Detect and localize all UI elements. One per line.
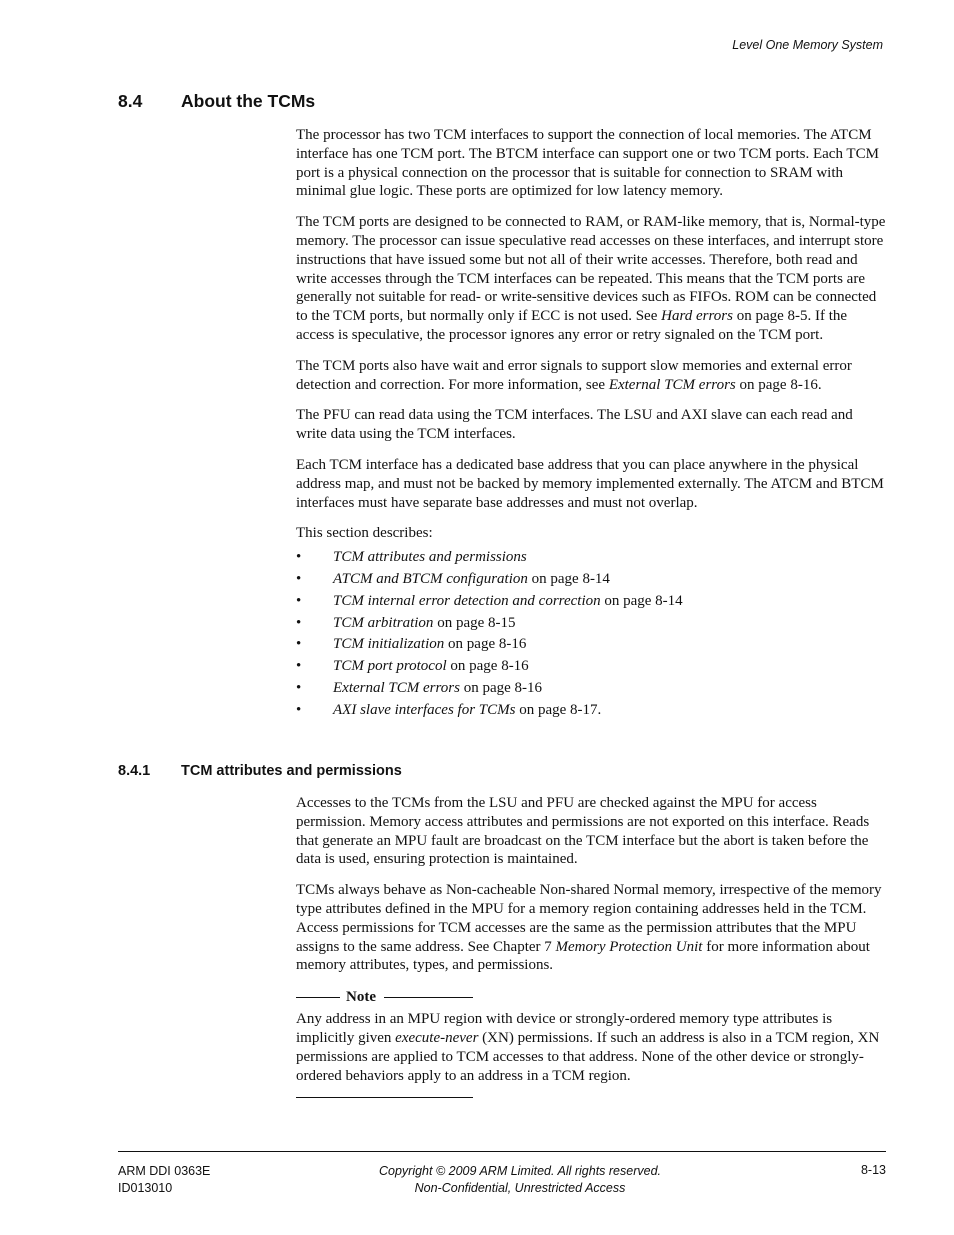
running-header: Level One Memory System — [732, 38, 883, 52]
cross-reference-link[interactable]: Memory Protection Unit — [555, 938, 703, 955]
note-text-end: (XN) permissions. If such an address is also in a TCM region, XN permissions are applied to TCM accesses to that address. None of the other device or strongly-ordered behaviors apply to an address in a TCM region. — [296, 1029, 880, 1084]
bullet-icon: • — [296, 614, 302, 631]
paragraph-6: This section describes: — [296, 525, 433, 542]
list-item — [296, 547, 886, 569]
bullet-icon: • — [296, 636, 302, 653]
footer-divider — [118, 1151, 886, 1152]
page-reference: on page 8-14 — [527, 570, 610, 587]
doc-id: ID013010 — [118, 1181, 173, 1195]
subsection-title: TCM attributes and permissions — [181, 763, 402, 779]
note-label: Note — [346, 989, 376, 1006]
list-item — [296, 700, 886, 722]
note-text-start: Any address in an MPU region with device or strongly-ordered memory type attributes is implicitly given — [296, 1011, 833, 1046]
bullet-icon: • — [296, 679, 302, 696]
cross-reference-link[interactable]: Hard errors — [661, 308, 733, 325]
footer-left — [118, 1163, 210, 1197]
page-reference: on page 8-16 — [444, 636, 527, 653]
list-item — [296, 569, 886, 591]
paragraph-2 — [296, 213, 886, 345]
note-emphasis: execute-never — [395, 1029, 479, 1046]
paragraph-4: The PFU can read data using the TCM interfaces. The LSU and AXI slave can each read and write data using the TCM interfaces. — [296, 407, 853, 443]
list-item — [296, 656, 886, 678]
copyright-notice: Copyright © 2009 ARM Limited. All rights reserved. — [378, 1164, 661, 1178]
cross-reference-link[interactable]: TCM arbitration — [333, 614, 434, 631]
paragraph-5: Each TCM interface has a dedicated base address that you can place anywhere in the physical address map, and must not be backed by memory implemented externally. The ATCM and BTCM interfaces must have separate base addresses and must not overlap. — [296, 456, 884, 511]
paragraph-2-text-end: on page 8-5. If the access is speculative, the processor ignores any error or retry signaled on the TCM port. — [296, 308, 848, 343]
cross-reference-link[interactable]: ATCM and BTCM configuration — [333, 570, 528, 587]
section-title: About the TCMs — [181, 91, 316, 111]
note-text — [296, 1010, 886, 1085]
note-header — [296, 989, 886, 1006]
bullet-icon: • — [296, 570, 302, 587]
paragraph-3-text: The TCM ports also have wait and error signals to support slow memories and external error detection and correction. For more information, see — [296, 357, 852, 393]
paragraph-1: The processor has two TCM interfaces to support the connection of local memories. The ATCM interface has one TCM port. The BTCM interface can support one or two TCM ports. Each TCM port is a physical connection on the processor that is suitable for connection to SRAM with minimal glue logic. These ports are optimized for low latency memory. — [296, 127, 879, 200]
page-reference: on page 8-16 — [446, 658, 529, 675]
doc-number: ARM DDI 0363E — [118, 1164, 211, 1178]
note-rule-left — [296, 997, 340, 998]
subsection-paragraph-2-text: TCMs always behave as Non-cacheable Non-shared Normal memory, irrespective of the memory type attributes defined in the MPU for a memory region containing addresses held in the TCM. Access permissions for TCM accesses are the same as the permission attributes that the MPU assigns to the same address. See Chapter 7 — [296, 882, 882, 955]
cross-reference-link[interactable]: External TCM errors — [333, 679, 460, 696]
list-item — [296, 591, 886, 613]
bullet-icon: • — [296, 592, 302, 609]
list-item — [296, 613, 886, 635]
section-body — [296, 126, 886, 722]
access-notice: Non-Confidential, Unrestricted Access — [414, 1181, 626, 1195]
bullet-icon: • — [296, 549, 302, 566]
paragraph-3 — [296, 357, 886, 395]
cross-reference-link[interactable]: External TCM errors — [608, 376, 736, 393]
note-rule-right — [384, 997, 473, 998]
subsection-paragraph-2-text-end: for more information about memory attributes, types, and permissions. — [296, 938, 870, 974]
paragraph-3-text-end: on page 8-16. — [735, 376, 822, 393]
paragraph-2-text: The TCM ports are designed to be connected to RAM, or RAM-like memory, that is, Normal-type memory. The processor can issue speculative read accesses on these interfaces, and interrupt store instructions that have issued some but not all of their write accesses. Therefore, both read and write accesses through the TCM interfaces can be repeated. This means that the TCM ports are generally not suitable for read- or write-sensitive devices such as FIFOs. ROM can be connected to the TCM ports, but normally only if ECC is not used. See — [296, 214, 886, 325]
subsection-paragraph-1: Accesses to the TCMs from the LSU and PFU are checked against the MPU for access permission. Memory access attributes and permissions are not exported on this interface. Reads that generate an MPU fault are broadcast on the TCM interface but the abort is taken before the data is used, ensuring protection is maintained. — [296, 795, 870, 868]
cross-reference-link[interactable]: TCM attributes and permissions — [333, 549, 527, 566]
list-item — [296, 678, 886, 700]
page-reference: on page 8-15 — [433, 614, 516, 631]
cross-reference-link[interactable]: TCM initialization — [333, 636, 445, 653]
section-number: 8.4 — [118, 91, 143, 111]
subsection-paragraph-2 — [296, 881, 886, 975]
bullet-icon: • — [296, 701, 302, 718]
page-reference: on page 8-14 — [600, 592, 683, 609]
page-number: 8-13 — [860, 1163, 886, 1177]
cross-reference-link[interactable]: AXI slave interfaces for TCMs — [333, 701, 516, 718]
note-end-rule — [296, 1097, 473, 1098]
footer-center — [370, 1163, 670, 1197]
page-reference: on page 8-17. — [515, 701, 602, 718]
section-heading — [118, 91, 315, 112]
cross-reference-link[interactable]: TCM internal error detection and correction — [333, 592, 601, 609]
subsection-body — [296, 794, 886, 1098]
page-reference: on page 8-16 — [459, 679, 543, 696]
subsection-heading — [118, 763, 402, 779]
topic-list — [296, 547, 886, 721]
bullet-icon: • — [296, 658, 302, 675]
subsection-number: 8.4.1 — [118, 763, 151, 779]
list-item — [296, 634, 886, 656]
cross-reference-link[interactable]: TCM port protocol — [333, 658, 447, 675]
